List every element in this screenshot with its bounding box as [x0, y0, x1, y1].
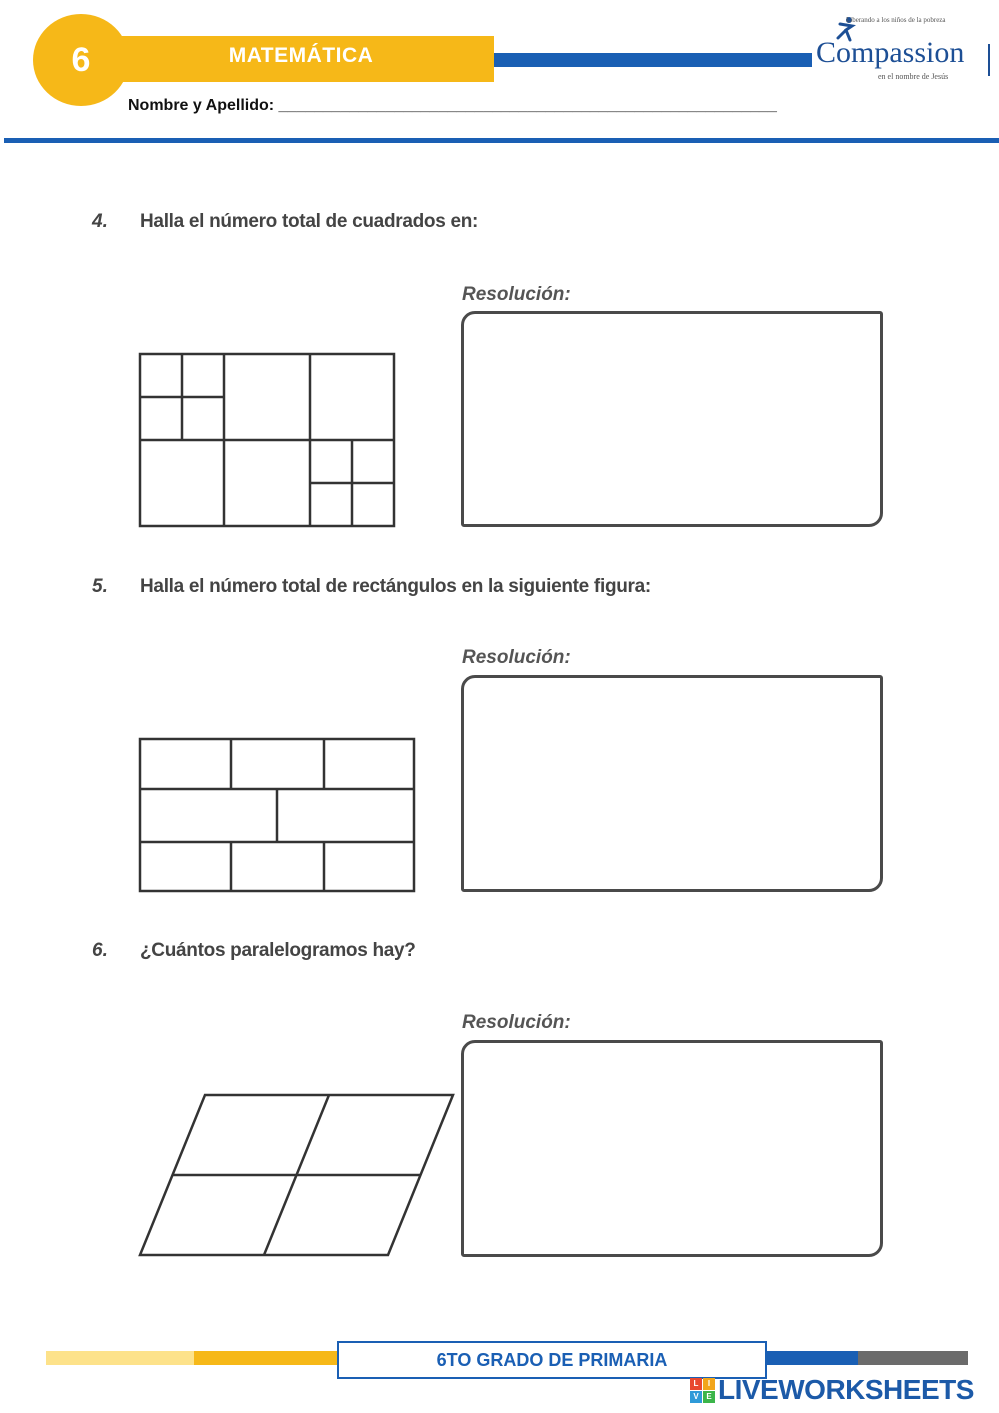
question-6-number: 6.: [92, 940, 108, 961]
grade-number: 6: [71, 40, 91, 79]
footer-bar-yellow: [194, 1351, 342, 1365]
lw-letter-l: L: [690, 1378, 702, 1390]
question-5-text: Halla el número total de rectángulos en la siguiente figura:: [140, 576, 651, 597]
subject-title: MATEMÁTICA: [228, 44, 374, 67]
liveworksheets-wordmark: LIVEWORKSHEETS: [718, 1374, 974, 1405]
question-6-resolution-label: Resolución:: [462, 1012, 571, 1033]
question-4-resolution-label: Resolución:: [462, 284, 571, 305]
question-5-number: 5.: [92, 576, 108, 597]
name-field[interactable]: Nombre y Apellido: ________________________________________________________: [128, 97, 777, 114]
question-4-text: Halla el número total de cuadrados en:: [140, 211, 479, 232]
lw-letter-v: V: [690, 1391, 702, 1403]
liveworksheets-icon: [690, 1378, 715, 1403]
question-5-resolution-label: Resolución:: [462, 647, 571, 668]
liveworksheets-brand: [690, 1372, 974, 1408]
footer-bar-blue: [760, 1351, 858, 1365]
footer-grade-text: 6TO GRADO DE PRIMARIA: [436, 1349, 668, 1370]
logo-small-text: Liberando a los niños de la pobreza: [846, 16, 946, 24]
lw-letter-e: E: [703, 1391, 715, 1403]
lw-letter-i: I: [703, 1378, 715, 1390]
logo-wordmark: Compassion: [816, 36, 965, 69]
question-4-number: 4.: [92, 211, 108, 232]
footer-bar-pale-yellow: [46, 1351, 194, 1365]
logo-tagline: en el nombre de Jesús: [878, 72, 949, 81]
question-6-text: ¿Cuántos paralelogramos hay?: [140, 940, 416, 961]
footer-bar-gray: [858, 1351, 968, 1365]
